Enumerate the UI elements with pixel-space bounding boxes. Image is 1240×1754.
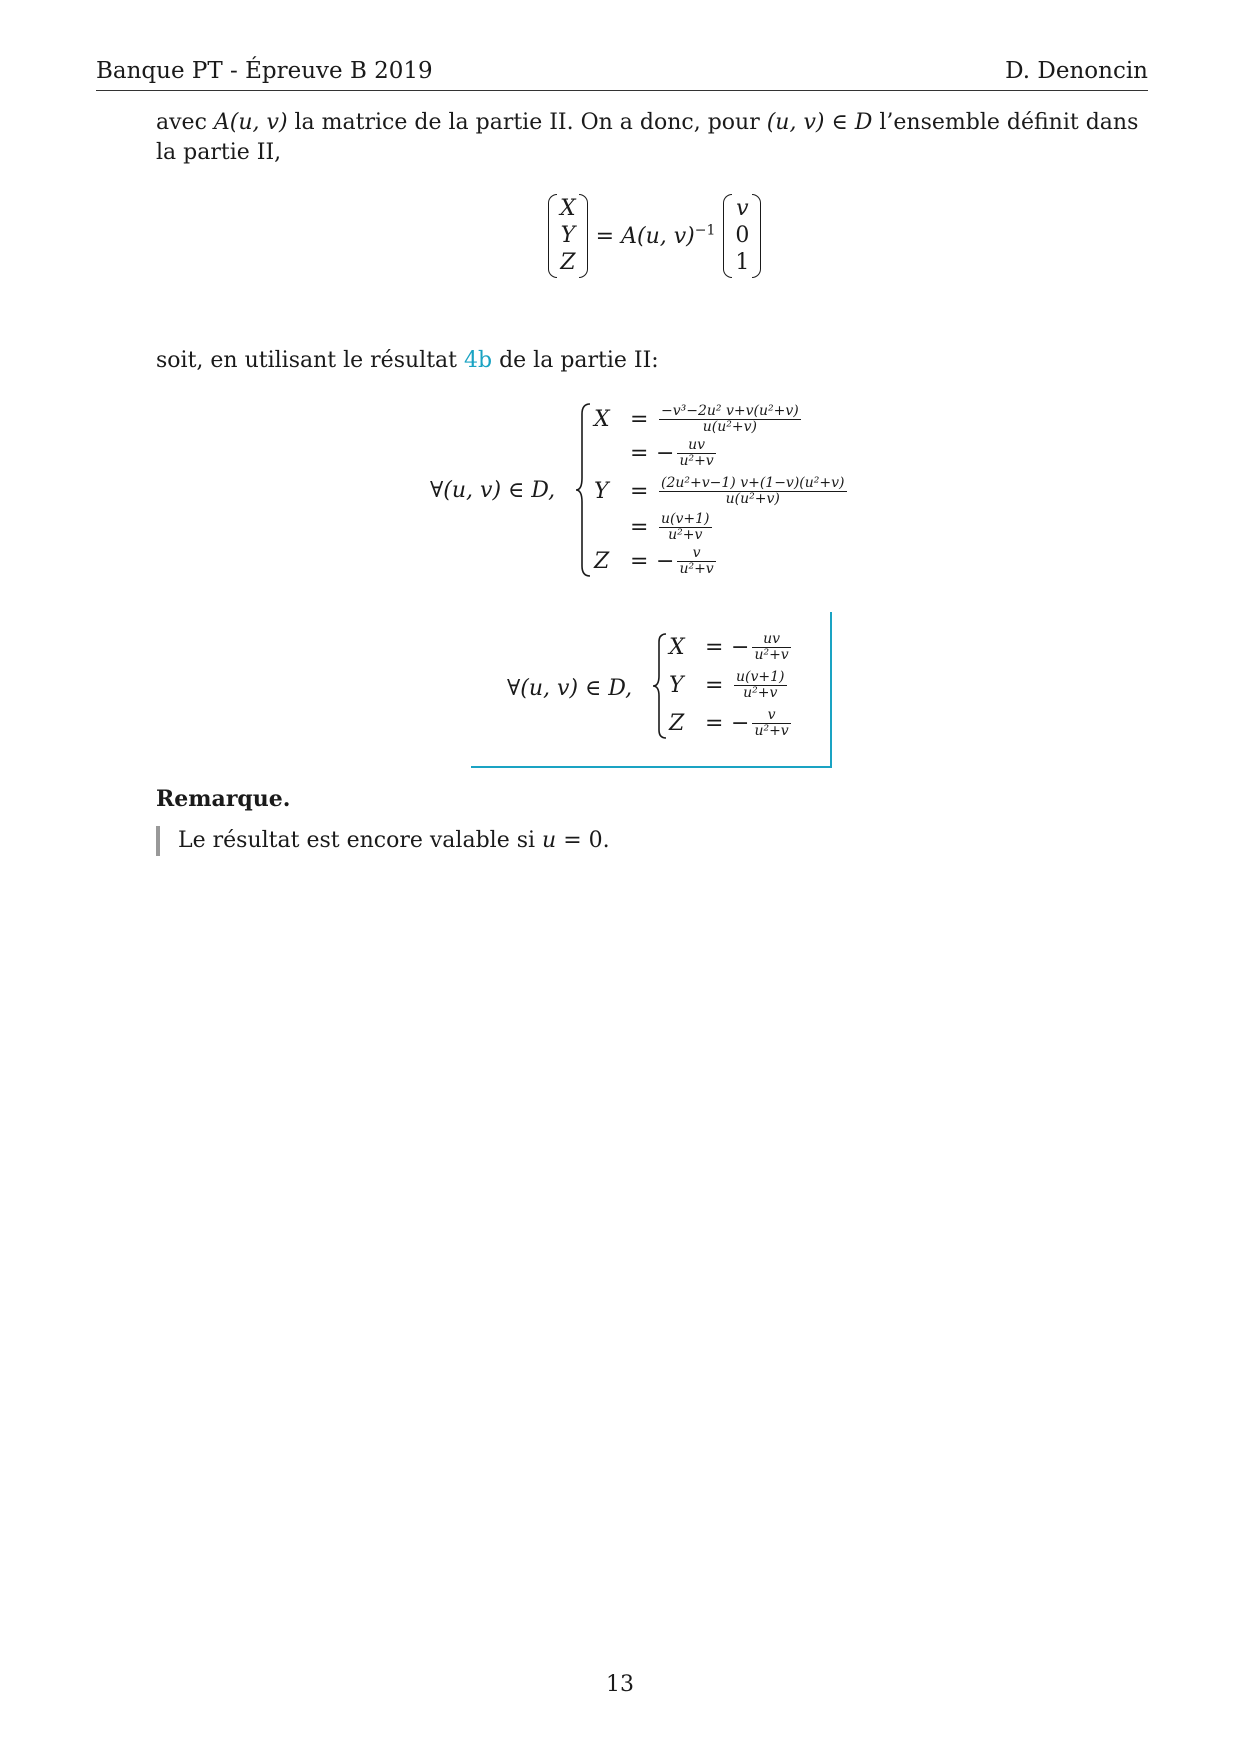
fraction [659, 404, 801, 435]
denominator: u²+v [754, 647, 789, 663]
inverse-exponent: −1 [694, 222, 716, 239]
equation-row [669, 632, 793, 663]
numerator: −v³−2u² v+v(u²+v) [661, 403, 799, 419]
vector-entry: 0 [735, 223, 750, 248]
vector-entry: Y [560, 223, 576, 248]
intro-text-3: l’ensemble définit dans la partie II, [156, 110, 1139, 165]
sign: − [656, 441, 675, 466]
variable: Y [669, 673, 684, 698]
using-text-1: soit, en utilisant le résultat [156, 348, 464, 373]
equals: = [630, 441, 649, 466]
fraction [677, 438, 715, 469]
page-header [96, 58, 1148, 91]
denominator: u²+v [668, 527, 703, 543]
fraction [677, 546, 715, 577]
remark-body [156, 826, 610, 856]
matrix-expression: = A(u, v) [595, 223, 695, 249]
equation-row [669, 670, 789, 701]
vector-entry: X [560, 196, 576, 221]
equation-row [594, 512, 714, 543]
equals: = [630, 479, 649, 504]
intro-text-1: avec [156, 110, 214, 135]
using-paragraph [156, 346, 1148, 376]
fraction [734, 670, 787, 701]
denominator: u²+v [679, 561, 714, 577]
numerator: uv [763, 631, 781, 647]
variable: Z [669, 711, 685, 736]
equals: = [705, 635, 724, 660]
intro-math-1: A(u, v) [213, 110, 288, 135]
right-vector [723, 194, 761, 278]
remark-title: Remarque. [156, 786, 291, 812]
equals: = [630, 549, 649, 574]
quantifier: ∀(u, v) ∈ D, [507, 676, 633, 701]
remark-text-1: Le résultat est encore valable si [178, 828, 543, 853]
reference-link[interactable]: 4b [463, 348, 493, 373]
using-text-2: de la partie II: [492, 348, 659, 373]
intro-paragraph [156, 108, 1148, 168]
fraction [752, 708, 790, 739]
matrix-equation [548, 192, 761, 280]
equation-row [594, 546, 718, 577]
equals: = [705, 673, 724, 698]
vector-entry: Z [560, 250, 576, 275]
sign: − [731, 711, 750, 736]
fraction [659, 512, 712, 543]
numerator: u(v+1) [736, 669, 785, 685]
sign: − [731, 635, 750, 660]
numerator: u(v+1) [661, 511, 710, 527]
equals: = [630, 407, 649, 432]
intro-math-2: (u, v) ∈ D [766, 110, 873, 135]
intro-text-2: la matrice de la partie II. On a donc, pour [287, 110, 767, 135]
sign: − [656, 549, 675, 574]
equation-row [669, 708, 793, 739]
quantifier: ∀(u, v) ∈ D, [430, 478, 556, 503]
remark-text-2: = 0. [556, 828, 610, 853]
remark-math: u [542, 828, 557, 853]
left-brace [651, 632, 669, 740]
left-vector [548, 194, 588, 278]
denominator: u²+v [754, 723, 789, 739]
left-brace [574, 402, 594, 578]
equation-row [594, 438, 718, 469]
denominator: u(u²+v) [702, 419, 757, 435]
equation-row [594, 404, 803, 435]
header-left: Banque PT - Épreuve B 2019 [96, 58, 433, 84]
equals: = [705, 711, 724, 736]
header-author: D. Denoncin [1005, 58, 1148, 84]
fraction [752, 632, 790, 663]
numerator: v [767, 707, 776, 723]
result-box [471, 612, 832, 768]
equation-row [594, 476, 849, 507]
denominator: u²+v [679, 453, 714, 469]
numerator: uv [688, 437, 706, 453]
matrix-inverse-expression [596, 224, 716, 249]
numerator: (2u²+v−1) v+(1−v)(u²+v) [661, 475, 845, 491]
vector-entry: v [736, 196, 749, 221]
variable: X [669, 635, 685, 660]
fraction [659, 476, 847, 507]
denominator: u²+v [743, 685, 778, 701]
page-number: 13 [606, 1672, 634, 1697]
equals: = [630, 515, 649, 540]
variable: Z [594, 549, 610, 574]
numerator: v [692, 545, 701, 561]
variable: Y [594, 479, 609, 504]
denominator: u(u²+v) [725, 491, 780, 507]
variable: X [594, 407, 610, 432]
system-of-equations [430, 400, 910, 580]
vector-entry: 1 [735, 250, 750, 275]
